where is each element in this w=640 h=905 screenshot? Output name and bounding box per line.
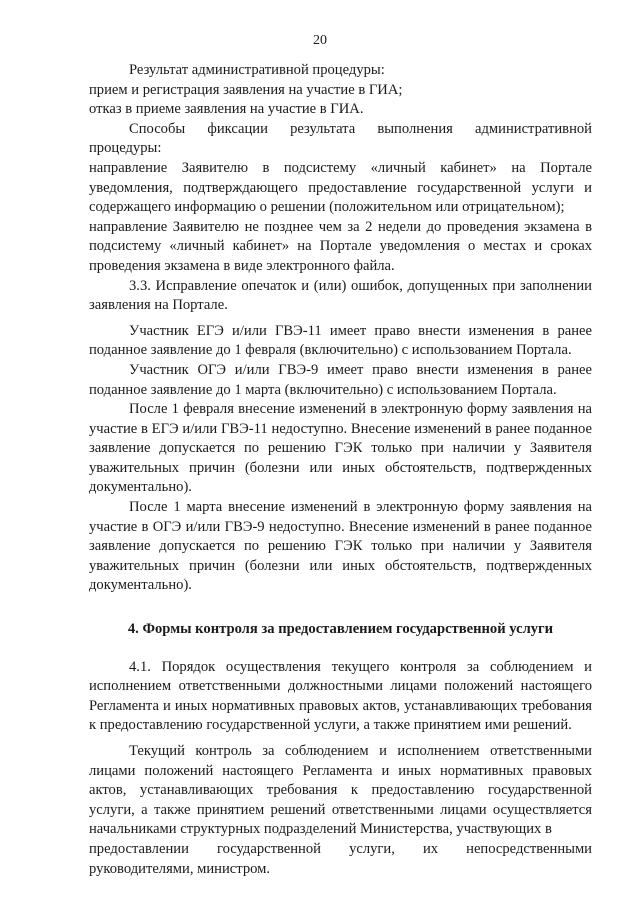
section-3-3-paragraph: Участник ОГЭ и/или ГВЭ-9 имеет право внести изменения в ранее поданное заявление до 1 марта (включительно) с использованием Портала. xyxy=(89,361,592,398)
result-title: Результат административной процедуры: xyxy=(129,62,385,78)
document-body xyxy=(89,61,592,879)
page-number: 20 xyxy=(313,33,327,48)
section-4-heading: 4. Формы контроля за предоставлением государственной услуги xyxy=(127,621,554,638)
section-3-3-paragraph: После 1 марта внесение изменений в электронную форму заявления на участие в ОГЭ и/или ГВЭ-9 недоступно. Внесение изменений в ранее поданное заявление допускается по решению ГЭК только при наличии у Заявителя уважительных причин (болезни или иных обстоятельств, подтвержденных документально). xyxy=(89,499,592,594)
section-4-1-paragraph: 4.1. Порядок осуществления текущего контроля за соблюдением и исполнением ответственными должностными лицами положений настоящего Регламента и иных нормативных правовых актов, устанавливающих требования к предоставлению государственной услуги, а также принятием ими решений. xyxy=(89,658,592,734)
section-3-3-paragraph: После 1 февраля внесение изменений в электронную форму заявления на участие в ЕГЭ и/или ГВЭ-11 недоступно. Внесение изменений в ранее поданное заявление допускается по решению ГЭК только при наличии у Заявителя уважительных причин (болезни или иных обстоятельств, подтвержденных документально). xyxy=(89,401,592,496)
control-word: государственной xyxy=(216,840,321,857)
current-control-end: руководителями, министром. xyxy=(89,860,271,877)
fixation-word: выполнения xyxy=(377,120,453,137)
fixation-title-cont: процедуры: xyxy=(89,140,162,157)
result-item-1: прием и регистрация заявления на участие в ГИА; xyxy=(89,81,403,98)
control-word: их xyxy=(422,840,439,857)
fixation-item-2: направление Заявителю не позднее чем за 2 недели до проведения экзамена в подсистему «личный кабинет» на Портале уведомления о местах и сроках проведения экзамена в виде электронного файла. xyxy=(89,218,592,274)
control-word: предоставлении xyxy=(89,840,189,857)
fixation-word: Способы xyxy=(129,120,186,137)
fixation-word: фиксации xyxy=(207,120,268,137)
fixation-word: результата xyxy=(290,120,356,137)
current-control-paragraph: Текущий контроль за соблюдением и исполнением ответственными лицами положений настоящего Регламента и иных нормативных правовых актов, устанавливающих требования к предоставлению государственной услуги, а также принятием решений ответственными лицами осуществляется начальниками структурных подразделений Министерства, участвующих в xyxy=(89,743,592,838)
fixation-word: административной xyxy=(475,120,592,137)
section-3-3-title: 3.3. Исправление опечаток и (или) ошибок, допущенных при заполнении заявления на Портале. xyxy=(89,277,592,314)
fixation-title-line xyxy=(89,120,592,140)
control-word: услуги, xyxy=(349,840,395,857)
control-word: непосредственными xyxy=(466,840,592,857)
section-3-3-paragraph: Участник ЕГЭ и/или ГВЭ-11 имеет право внести изменения в ранее поданное заявление до 1 февраля (включительно) с использованием Портала. xyxy=(89,322,592,359)
result-item-2: отказ в приеме заявления на участие в ГИА. xyxy=(89,101,364,118)
fixation-item-1: направление Заявителю в подсистему «личный кабинет» на Портале уведомления, подтверждающего предоставление государственной услуги и содержащего информацию о решении (положительном или отрицательном); xyxy=(89,159,592,216)
current-control-line xyxy=(89,840,592,860)
